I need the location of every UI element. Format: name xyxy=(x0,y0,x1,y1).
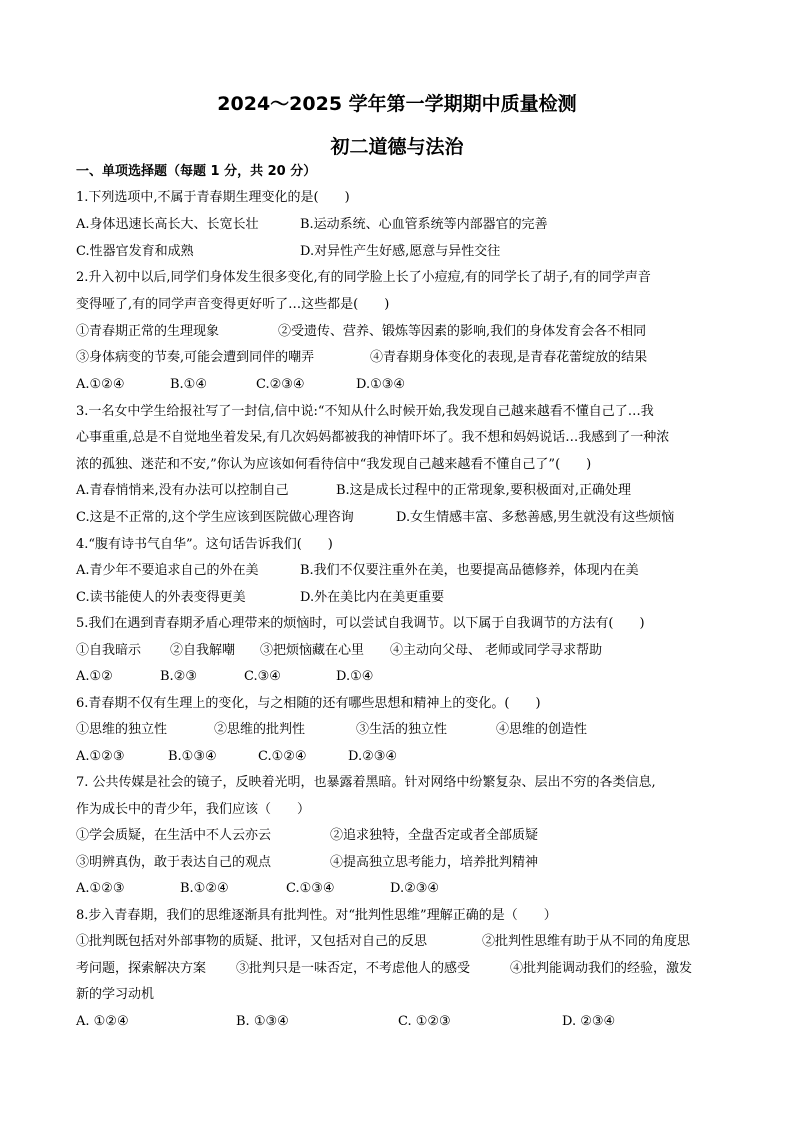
q8-statement-4-part2: 新的学习动机 xyxy=(76,987,155,1002)
q6-option-d: D.②③④ xyxy=(348,749,398,764)
q7-option-c: C.①③④ xyxy=(286,881,335,896)
q7-statement-1: ①学会质疑，在生活中不人云亦云 xyxy=(76,828,272,843)
q1-option-d: D.对异性产生好感,愿意与异性交往 xyxy=(300,244,501,259)
q8-statement-1: ①批判既包括对外部事物的质疑、批评，又包括对自己的反思 xyxy=(76,934,428,949)
q6-option-b: B.①③④ xyxy=(168,749,217,764)
q7-statement-2: ②追求独特，全盘否定或者全部质疑 xyxy=(330,828,539,843)
q8-option-c: C. ①②③ xyxy=(398,1014,451,1029)
q2-stem-line2: 变得哑了,有的同学声音变得更好听了…这些都是( ) xyxy=(76,297,390,312)
q3-option-b: B.这是成长过程中的正常现象,要积极面对,正确处理 xyxy=(336,483,631,498)
q8-option-d: D. ②③④ xyxy=(562,1014,616,1029)
q5-option-a: A.①② xyxy=(76,669,113,684)
q7-option-d: D.②③④ xyxy=(390,881,440,896)
q2-stem-line1: 2.升入初中以后,同学们身体发生很多变化,有的同学脸上长了小痘痘,有的同学长了胡子,有的同学声音 xyxy=(76,270,651,285)
q2-statement-1: ①青春期正常的生理现象 xyxy=(76,324,220,339)
q6-statement-3: ③生活的独立性 xyxy=(356,722,448,737)
section-heading: 一、单项选择题（每题 1 分，共 20 分） xyxy=(76,164,317,179)
q8-statement-3: ③批判只是一味否定，不考虑他人的感受 xyxy=(236,961,471,976)
q8-statement-2-part2: 考问题，探索解决方案 xyxy=(76,961,207,976)
q4-stem: 4.“腹有诗书气自华”。这句话告诉我们( ) xyxy=(76,537,333,552)
q2-statement-2: ②受遗传、营养、锻炼等因素的影响,我们的身体发育会各不相同 xyxy=(278,324,647,339)
q7-stem-line1: 7. 公共传媒是社会的镜子，反映着光明，也暴露着黑暗。针对网络中纷繁复杂、层出不穷的各类信息, xyxy=(76,775,656,790)
q5-statement-2: ②自我解嘲 xyxy=(170,643,236,658)
q8-option-b: B. ①③④ xyxy=(236,1014,289,1029)
q3-stem-line1: 3.一名女中学生给报社写了一封信,信中说:“不知从什么时候开始,我发现自己越来越看不懂自己了…我 xyxy=(76,404,654,419)
q3-option-a: A.青春悄悄来,没有办法可以控制自己 xyxy=(76,483,289,498)
q3-stem-line3: 浓的孤独、迷茫和不安,”你认为应该如何看待信中“我发现自己越来越看不懂自己了”( ) xyxy=(76,457,592,472)
q5-option-c: C.③④ xyxy=(244,669,281,684)
q4-option-d: D.外在美比内在美更重要 xyxy=(300,590,445,605)
q6-statement-4: ④思维的创造性 xyxy=(496,722,588,737)
q3-option-c: C.这是不正常的,这个学生应该到医院做心理咨询 xyxy=(76,510,354,525)
q5-statement-4: ④主动向父母、 老师或同学寻求帮助 xyxy=(390,643,603,658)
q3-option-d: D.女生情感丰富、多愁善感,男生就没有这些烦恼 xyxy=(396,510,675,525)
exam-title: 2024～2025 学年第一学期期中质量检测 xyxy=(217,93,577,115)
q7-option-a: A.①②③ xyxy=(76,881,125,896)
q5-stem: 5.我们在遇到青春期矛盾心理带来的烦恼时，可以尝试自我调节。以下属于自我调节的方法有( ) xyxy=(76,616,645,631)
q8-statement-2-part1: ②批判性思维有助于从不同的角度思 xyxy=(482,934,691,949)
exam-subtitle: 初二道德与法治 xyxy=(330,136,464,158)
q5-option-b: B.②③ xyxy=(160,669,197,684)
q4-option-b: B.我们不仅要注重外在美，也要提高品德修养，体现内在美 xyxy=(300,563,639,578)
q7-stem-line2: 作为成长中的青少年，我们应该（ ） xyxy=(76,802,311,817)
q8-statement-4-part1: ④批判能调动我们的经验，激发 xyxy=(510,961,693,976)
q2-option-c: C.②③④ xyxy=(256,377,305,392)
q1-option-a: A.身体迅速长高长大、长宽长壮 xyxy=(76,217,259,232)
q3-stem-line2: 心事重重,总是不自觉地坐着发呆,有几次妈妈都被我的神情吓坏了。我不想和妈妈说话…我感到了一种浓 xyxy=(76,430,670,445)
q5-statement-1: ①自我暗示 xyxy=(76,643,142,658)
q7-statement-4: ④提高独立思考能力，培养批判精神 xyxy=(330,855,539,870)
q1-option-c: C.性器官发育和成熟 xyxy=(76,244,194,259)
q4-option-c: C.读书能使人的外表变得更美 xyxy=(76,590,246,605)
q8-stem: 8.步入青春期，我们的思维逐渐具有批判性。对“批判性思维”理解正确的是（ ） xyxy=(76,908,557,923)
q2-option-a: A.①②④ xyxy=(76,377,125,392)
q4-option-a: A.青少年不要追求自己的外在美 xyxy=(76,563,259,578)
q7-option-b: B.①②④ xyxy=(180,881,229,896)
q6-option-a: A.①②③ xyxy=(76,749,125,764)
q8-option-a: A. ①②④ xyxy=(76,1014,129,1029)
q6-statement-1: ①思维的独立性 xyxy=(76,722,168,737)
q1-stem: 1.下列选项中,不属于青春期生理变化的是( ) xyxy=(76,190,350,205)
q2-statement-4: ④青春期身体变化的表现,是青春花蕾绽放的结果 xyxy=(370,350,648,365)
q7-statement-3: ③明辨真伪，敢于表达自己的观点 xyxy=(76,855,272,870)
q1-option-b: B.运动系统、心血管系统等内部器官的完善 xyxy=(300,217,548,232)
q6-statement-2: ②思维的批判性 xyxy=(214,722,306,737)
q2-option-d: D.①③④ xyxy=(356,377,406,392)
q5-statement-3: ③把烦恼藏在心里 xyxy=(260,643,365,658)
q5-option-d: D.①④ xyxy=(336,669,374,684)
q6-option-c: C.①②④ xyxy=(258,749,307,764)
q2-statement-3: ③身体病变的节奏,可能会遭到同伴的嘲弄 xyxy=(76,350,315,365)
q2-option-b: B.①④ xyxy=(170,377,207,392)
q6-stem: 6.青春期不仅有生理上的变化，与之相随的还有哪些思想和精神上的变化。( ) xyxy=(76,696,541,711)
